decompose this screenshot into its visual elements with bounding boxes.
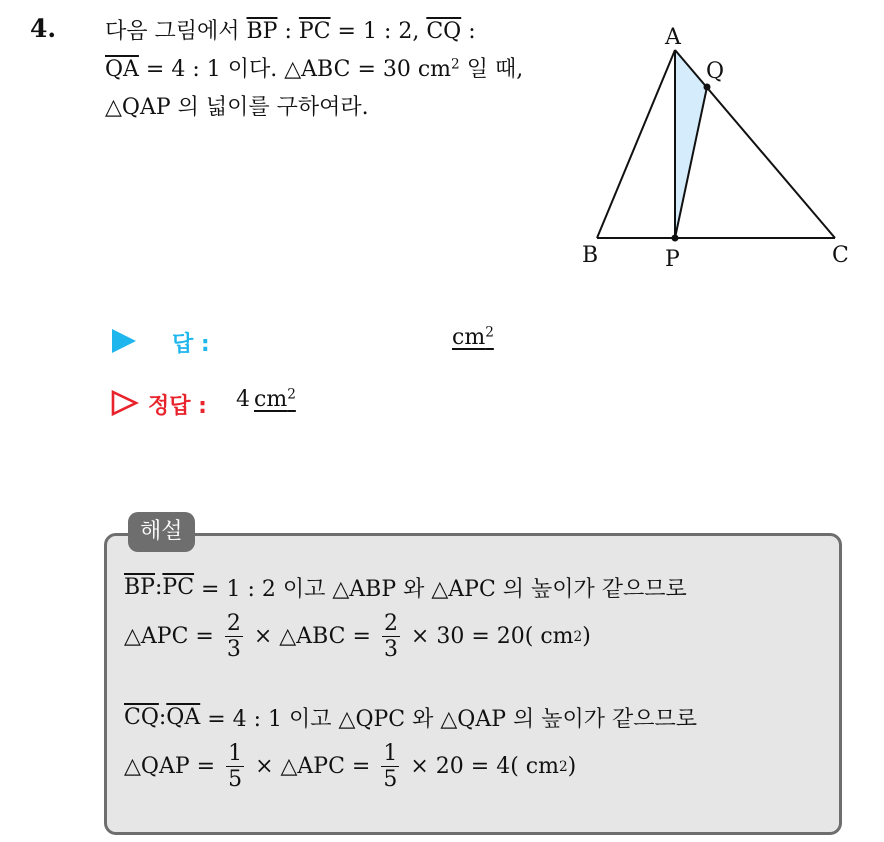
- fraction: [382, 612, 400, 661]
- point-p: [672, 235, 679, 242]
- point-q: [704, 84, 711, 91]
- label-c: C: [832, 243, 849, 268]
- side-ab: [597, 50, 675, 238]
- solution-text: × 30 = 20( cm: [403, 624, 574, 650]
- superscript: 2: [287, 386, 296, 403]
- denominator: 3: [383, 637, 398, 663]
- problem-text: = 4 : 1 이다. △ABC = 30 cm: [138, 57, 452, 82]
- answer-unit: [452, 325, 494, 350]
- solution-line-3: [124, 702, 697, 733]
- solution-text: ): [567, 754, 577, 780]
- solution-line-1: [124, 572, 687, 603]
- label-a: A: [665, 25, 681, 50]
- segment-pc: $\overline{PC}$: [298, 19, 331, 44]
- numerator: 2: [383, 611, 398, 636]
- triangle-figure: [570, 20, 870, 280]
- correct-label: 정답 :: [148, 394, 207, 419]
- solution-line-4: △QAP = $\frac{1}{5}$ × △APC = $\frac{1}{5}$ × 20 = 4( cm 2 ): [124, 741, 577, 793]
- numerator: 1: [228, 741, 243, 766]
- correct-unit: [254, 387, 296, 412]
- segment-qa: $\overline{QA}$: [105, 57, 139, 82]
- segment-cq: $\overline{CQ}$: [426, 19, 462, 44]
- outline-triangle-icon: [110, 389, 140, 417]
- segment-pc: $\overline{PC}$: [162, 575, 195, 600]
- shaded-triangle-qap: [675, 50, 707, 238]
- denominator: 5: [228, 767, 243, 793]
- label-b: B: [582, 243, 599, 268]
- unit-text: cm: [452, 325, 486, 350]
- correct-value: 4: [236, 387, 250, 412]
- label-p: P: [665, 247, 680, 272]
- fraction: [226, 742, 244, 791]
- segment-cq: $\overline{CQ}$: [124, 705, 159, 730]
- segment-bp: $\overline{BP}$: [124, 575, 155, 600]
- side-ac: [675, 50, 835, 238]
- problem-text: 다음 그림에서: [105, 19, 247, 44]
- solution-text: = 4 : 1 이고 △QPC 와 △QAP 의 높이가 같으므로: [200, 707, 698, 732]
- superscript: 2: [485, 324, 494, 341]
- problem-line-2: [105, 52, 523, 83]
- ratio-text: = 1 : 2,: [330, 19, 427, 44]
- solution-text: × 20 = 4( cm: [403, 754, 559, 780]
- fraction: [225, 612, 243, 661]
- correct-answer: [236, 387, 296, 412]
- solution-text: × △APC =: [248, 754, 378, 780]
- problem-number: 4.: [30, 14, 57, 43]
- colon: :: [158, 705, 167, 730]
- fraction: [381, 742, 399, 791]
- colon: :: [461, 19, 476, 44]
- label-q: Q: [706, 59, 725, 84]
- solution-text: ): [582, 624, 591, 650]
- colon: :: [277, 19, 299, 44]
- segment-qa: $\overline{QA}$: [166, 705, 201, 730]
- segment-bp: $\overline{BP}$: [246, 19, 278, 44]
- denominator: 3: [226, 637, 241, 663]
- solution-text: × △ABC =: [246, 624, 378, 650]
- unit-text: cm: [254, 387, 288, 412]
- solution-tag: 해설: [128, 512, 195, 552]
- superscript: 2: [451, 56, 460, 73]
- solution-text: = 1 : 2 이고 △ABP 와 △APC 의 높이가 같으므로: [194, 577, 687, 602]
- problem-line-1: [105, 14, 476, 45]
- numerator: 2: [226, 611, 241, 636]
- solution-text: △QAP =: [124, 754, 223, 780]
- play-triangle-icon: [110, 328, 138, 354]
- colon: :: [154, 575, 163, 600]
- solution-line-2: △APC = $\frac{2}{3}$ × △ABC = $\frac{2}{3}$ × 30 = 20( cm 2 ): [124, 611, 591, 663]
- numerator: 1: [383, 741, 398, 766]
- problem-text: 일 때,: [459, 57, 524, 82]
- problem-line-3: △QAP 의 넓이를 구하여라.: [105, 95, 369, 120]
- answer-label: 답 :: [172, 332, 210, 357]
- denominator: 5: [383, 767, 398, 793]
- solution-text: △APC =: [124, 624, 221, 650]
